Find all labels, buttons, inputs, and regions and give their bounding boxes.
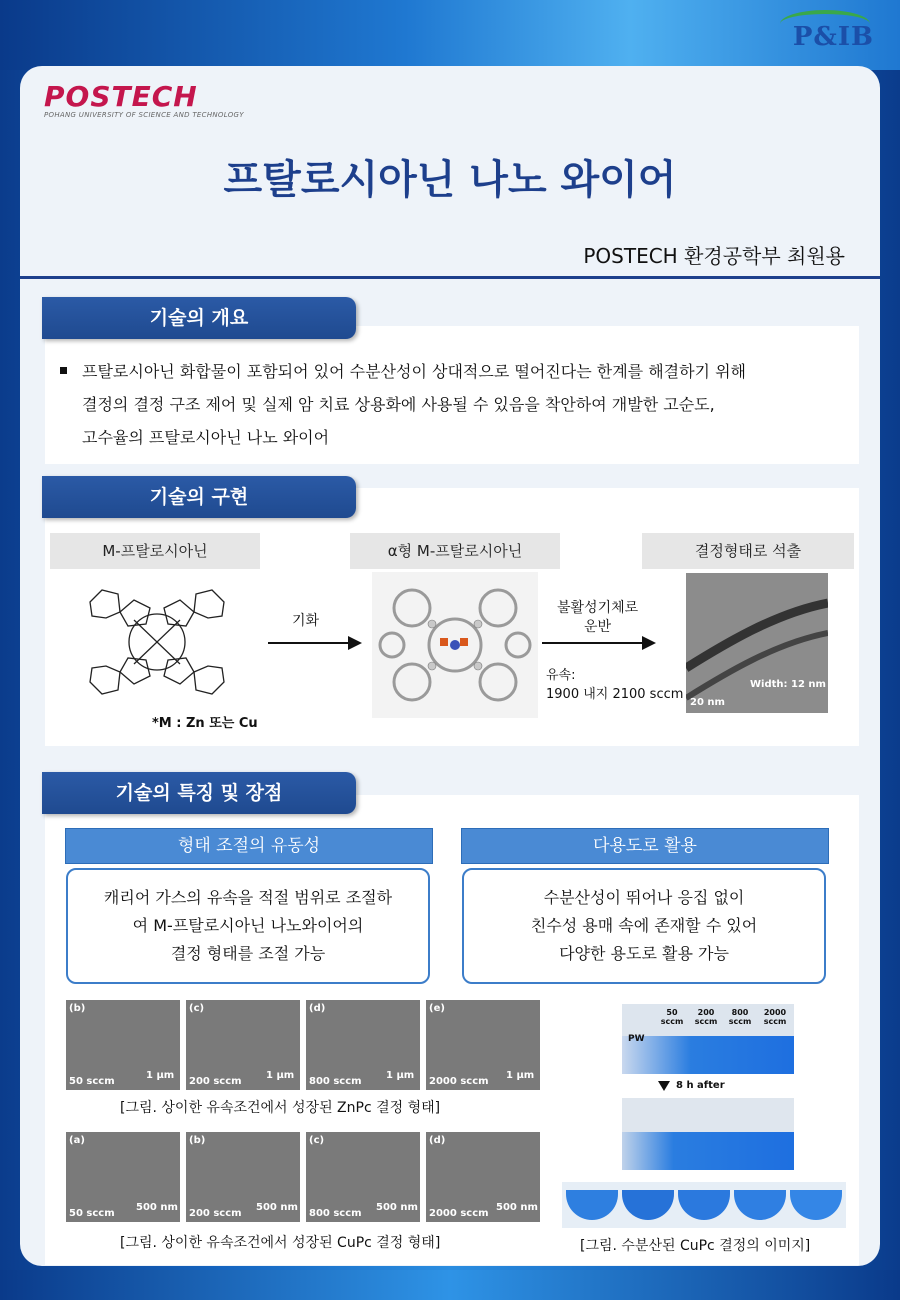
cupc-sem-panel: (d) 2000 sccm 500 nm bbox=[426, 1132, 540, 1222]
title-divider bbox=[20, 276, 880, 279]
znpc-sem-panel: (c) 200 sccm 1 μm bbox=[186, 1000, 300, 1090]
bottom-band bbox=[0, 1270, 900, 1300]
tem-scale-label: 20 nm bbox=[690, 697, 725, 708]
phthalocyanine-structure-diagram bbox=[72, 572, 242, 712]
features-heading: 기술의 특징 및 장점 bbox=[42, 772, 356, 814]
vial-photo: PW 50 sccm 200 sccm 800 sccm 2000 sccm 8 h after bbox=[562, 1004, 846, 1230]
arrow2-head-icon bbox=[642, 636, 656, 650]
postech-logo bbox=[44, 80, 244, 119]
cupc-sem-panel: (c) 800 sccm 500 nm bbox=[306, 1132, 420, 1222]
cupc-caption: [그림. 상이한 유속조건에서 성장된 CuPc 결정 형태] bbox=[120, 1235, 441, 1251]
vial-caption: [그림. 수분산된 CuPc 결정의 이미지] bbox=[580, 1238, 811, 1254]
tem-image bbox=[686, 573, 828, 713]
feature-left-line: 캐리어 가스의 유속을 적절 범위로 조절하 bbox=[103, 888, 393, 907]
arrow1-line bbox=[268, 642, 350, 644]
feature-right-line: 친수성 용매 속에 존재할 수 있어 bbox=[530, 916, 758, 935]
page-title: 프탈로시아닌 나노 와이어 bbox=[223, 157, 677, 203]
znpc-sem-panel: (e) 2000 sccm 1 μm bbox=[426, 1000, 540, 1090]
feature-right-title: 다용도로 활용 bbox=[461, 828, 829, 864]
feature-left-title: 형태 조절의 유동성 bbox=[65, 828, 433, 864]
overview-line: 고수율의 프탈로시아닌 나노 와이어 bbox=[82, 428, 330, 447]
feature-left-line: 결정 형태를 조절 가능 bbox=[170, 944, 326, 963]
arrow1-head-icon bbox=[348, 636, 362, 650]
step1-label: M-프탈로시아닌 bbox=[50, 533, 260, 569]
feature-right-box bbox=[462, 868, 826, 984]
arrow2-label-2: 운반 bbox=[584, 619, 612, 635]
down-arrow-icon bbox=[658, 1081, 670, 1091]
cupc-sem-panel: (a) 50 sccm 500 nm bbox=[66, 1132, 180, 1222]
bullet-square-icon bbox=[60, 367, 67, 374]
author-line: POSTECH 환경공학부 최원용 bbox=[583, 244, 845, 268]
alpha-phthalocyanine-model bbox=[372, 572, 538, 718]
arrow1-label: 기화 bbox=[292, 613, 320, 629]
implementation-heading: 기술의 구현 bbox=[42, 476, 356, 518]
arrow2-line bbox=[542, 642, 644, 644]
overview-line: 프탈로시아닌 화합물이 포함되어 있어 수분산성이 상대적으로 떨어진다는 한계를 해결하기 위해 bbox=[82, 362, 747, 381]
znpc-sem-panel: (b) 50 sccm 1 μm bbox=[66, 1000, 180, 1090]
overview-line: 결정의 결정 구조 제어 및 실제 암 치료 상용화에 사용될 수 있음을 착안하여 개발한 고순도, bbox=[82, 395, 715, 414]
overview-heading: 기술의 개요 bbox=[42, 297, 356, 339]
tem-width-label: Width: 12 nm bbox=[750, 679, 826, 690]
znpc-sem-panel: (d) 800 sccm 1 μm bbox=[306, 1000, 420, 1090]
pib-logo-text: P&IB bbox=[792, 22, 874, 52]
feature-left-box bbox=[66, 868, 430, 984]
flow-label: 유속: bbox=[546, 668, 576, 683]
step3-label: 결정형태로 석출 bbox=[642, 533, 854, 569]
postech-logo-text: POSTECH bbox=[44, 80, 198, 113]
overview-bullet bbox=[60, 355, 850, 454]
feature-right-line: 다양한 용도로 활용 가능 bbox=[559, 944, 729, 963]
step2-label: α형 M-프탈로시아닌 bbox=[350, 533, 560, 569]
arrow2-label-1: 불활성기체로 bbox=[557, 600, 639, 616]
feature-right-line: 수분산성이 뛰어나 응집 없이 bbox=[543, 888, 745, 907]
top-band bbox=[0, 0, 900, 70]
znpc-caption: [그림. 상이한 유속조건에서 성장된 ZnPc 결정 형태] bbox=[120, 1100, 441, 1116]
cupc-sem-panel: (b) 200 sccm 500 nm bbox=[186, 1132, 300, 1222]
metal-note: *M : Zn 또는 Cu bbox=[152, 716, 258, 731]
feature-left-line: 여 M-프탈로시아닌 나노와이어의 bbox=[132, 916, 364, 935]
postech-logo-subtext: POHANG UNIVERSITY OF SCIENCE AND TECHNOLOGY bbox=[44, 111, 244, 119]
flow-value: 1900 내지 2100 sccm bbox=[546, 687, 684, 702]
vial-after-label: 8 h after bbox=[676, 1080, 725, 1091]
